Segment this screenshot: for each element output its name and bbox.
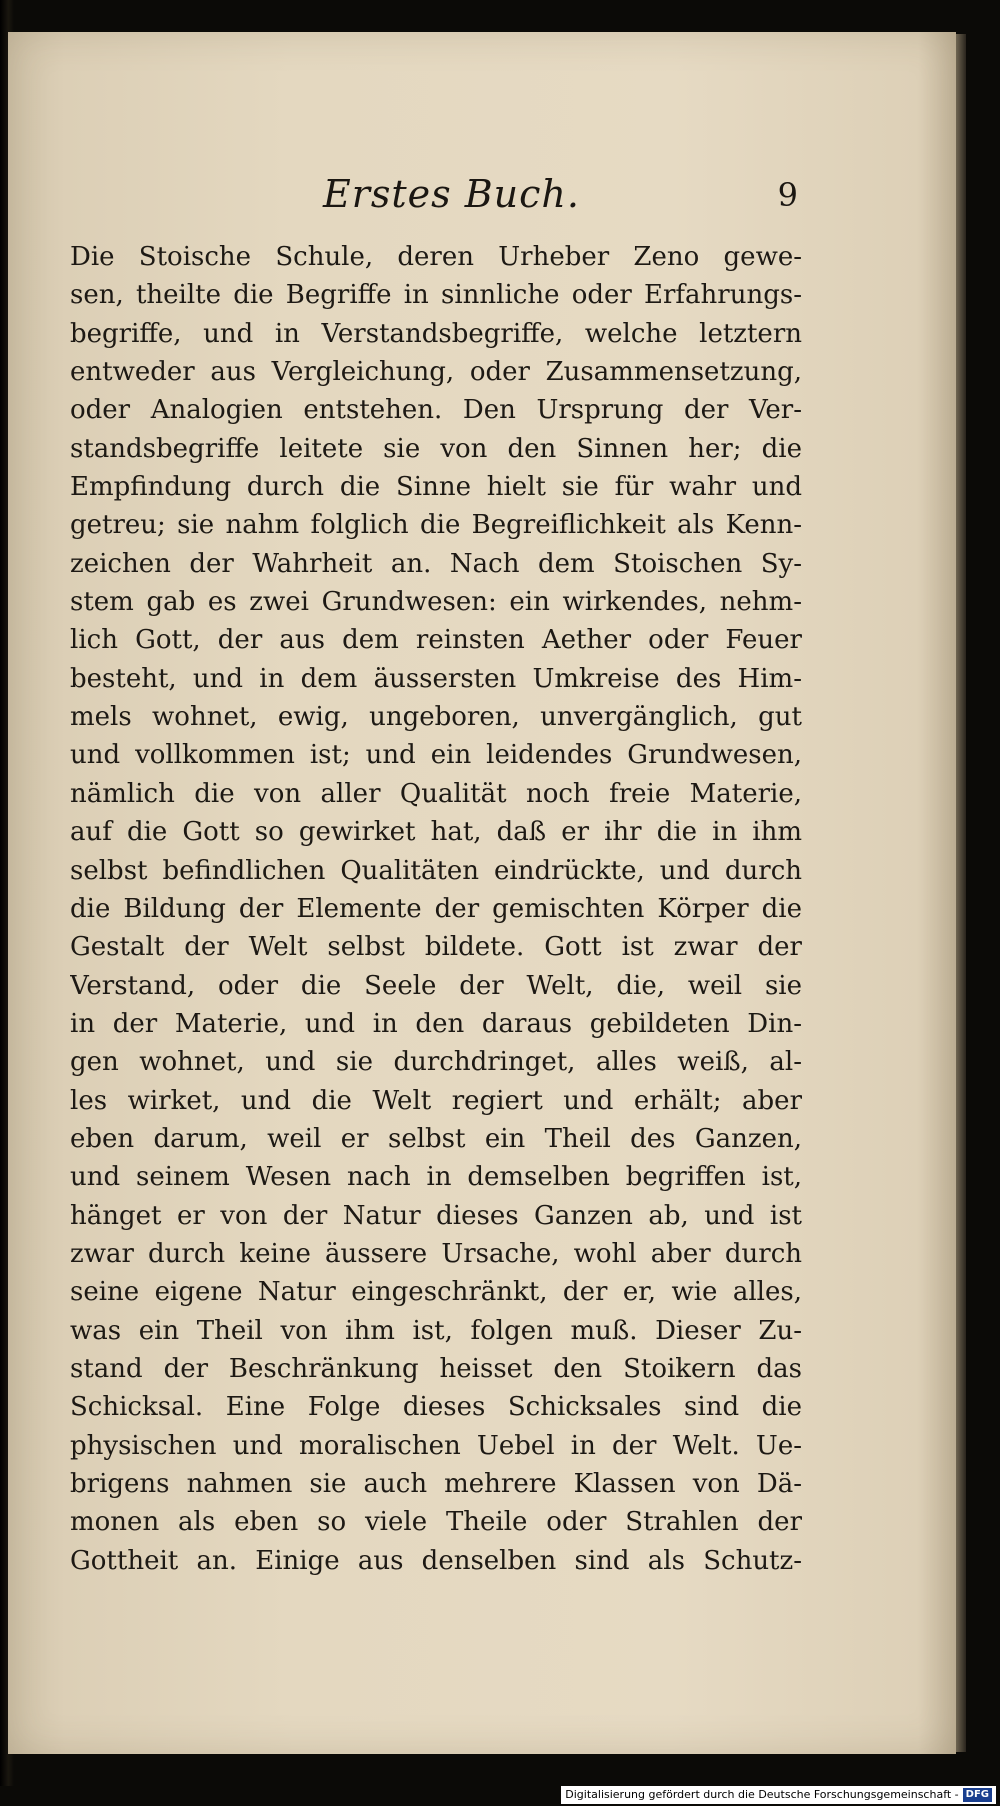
- footer-credit-text: Digitalisierung gefördert durch die Deutsche Forschungsgemeinschaft -: [565, 1788, 959, 1801]
- text-line: Schicksal. Eine Folge dieses Schicksales sind die: [70, 1392, 802, 1423]
- text-line: sen, theilte die Begriffe in sinnliche oder Erfahrungs-: [70, 280, 802, 311]
- text-line: Gottheit an. Einige aus denselben sind als Schutz-: [70, 1545, 802, 1576]
- text-line: Gestalt der Welt selbst bildete. Gott ist zwar der: [70, 932, 802, 963]
- text-line: und seinem Wesen nach in demselben begriffen ist,: [70, 1162, 802, 1193]
- text-line: besteht, und in dem äussersten Umkreise des Him-: [70, 663, 802, 694]
- text-line: monen als eben so viele Theile oder Strahlen der: [70, 1507, 802, 1538]
- text-line: physischen und moralischen Uebel in der Welt. Ue-: [70, 1430, 802, 1461]
- running-title: Erstes Buch.: [323, 172, 580, 216]
- paper-page: [8, 32, 956, 1754]
- text-line: getreu; sie nahm folglich die Begreiflichkeit als Kenn-: [70, 510, 802, 541]
- text-line: standsbegriffe leitete sie von den Sinnen her; die: [70, 433, 802, 464]
- text-line: auf die Gott so gewirket hat, daß er ihr die in ihm: [70, 817, 802, 848]
- text-line: brigens nahmen sie auch mehrere Klassen von Dä-: [70, 1469, 802, 1499]
- text-line: stand der Beschränkung heisset den Stoikern das: [70, 1353, 802, 1384]
- page-edge: [956, 34, 966, 1752]
- footer-credit: [561, 1786, 996, 1804]
- text-line: und vollkommen ist; und ein leidendes Grundwesen,: [70, 740, 802, 771]
- text-line: begriffe, und in Verstandsbegriffe, welche letztern: [70, 318, 802, 349]
- text-line: oder Analogien entstehen. Den Ursprung der Ver-: [70, 395, 802, 426]
- text-line: Empfindung durch die Sinne hielt sie für wahr und: [70, 472, 802, 503]
- text-line: eben darum, weil er selbst ein Theil des Ganzen,: [70, 1123, 802, 1154]
- page-number: 9: [777, 176, 798, 214]
- text-line: Verstand, oder die Seele der Welt, die, weil sie: [70, 970, 802, 1001]
- running-head: [68, 172, 798, 228]
- text-line: les wirket, und die Welt regiert und erhält; aber: [70, 1085, 802, 1116]
- text-line: zwar durch keine äussere Ursache, wohl aber durch: [70, 1238, 802, 1269]
- text-line: gen wohnet, und sie durchdringet, alles weiß, al-: [70, 1047, 802, 1078]
- text-line: Die Stoische Schule, deren Urheber Zeno gewe-: [70, 242, 802, 272]
- text-line: stem gab es zwei Grundwesen: ein wirkendes, nehm-: [70, 587, 802, 618]
- text-line: die Bildung der Elemente der gemischten Körper die: [70, 893, 802, 924]
- text-line: mels wohnet, ewig, ungeboren, unvergänglich, gut: [70, 702, 802, 733]
- dfg-logo: DFG: [963, 1788, 992, 1802]
- text-line: was ein Theil von ihm ist, folgen muß. Dieser Zu-: [70, 1315, 802, 1346]
- text-line: hänget er von der Natur dieses Ganzen ab, und ist: [70, 1200, 802, 1231]
- body-text: [70, 238, 802, 1580]
- text-line: entweder aus Vergleichung, oder Zusammensetzung,: [70, 357, 802, 388]
- text-line: nämlich die von aller Qualität noch freie Materie,: [70, 778, 802, 809]
- text-line: lich Gott, der aus dem reinsten Aether oder Feuer: [70, 625, 802, 656]
- text-line: in der Materie, und in den daraus gebildeten Din-: [70, 1008, 802, 1039]
- text-line: seine eigene Natur eingeschränkt, der er, wie alles,: [70, 1277, 802, 1308]
- text-line: zeichen der Wahrheit an. Nach dem Stoischen Sy-: [70, 548, 802, 579]
- text-line: selbst befindlichen Qualitäten eindrückte, und durch: [70, 855, 802, 886]
